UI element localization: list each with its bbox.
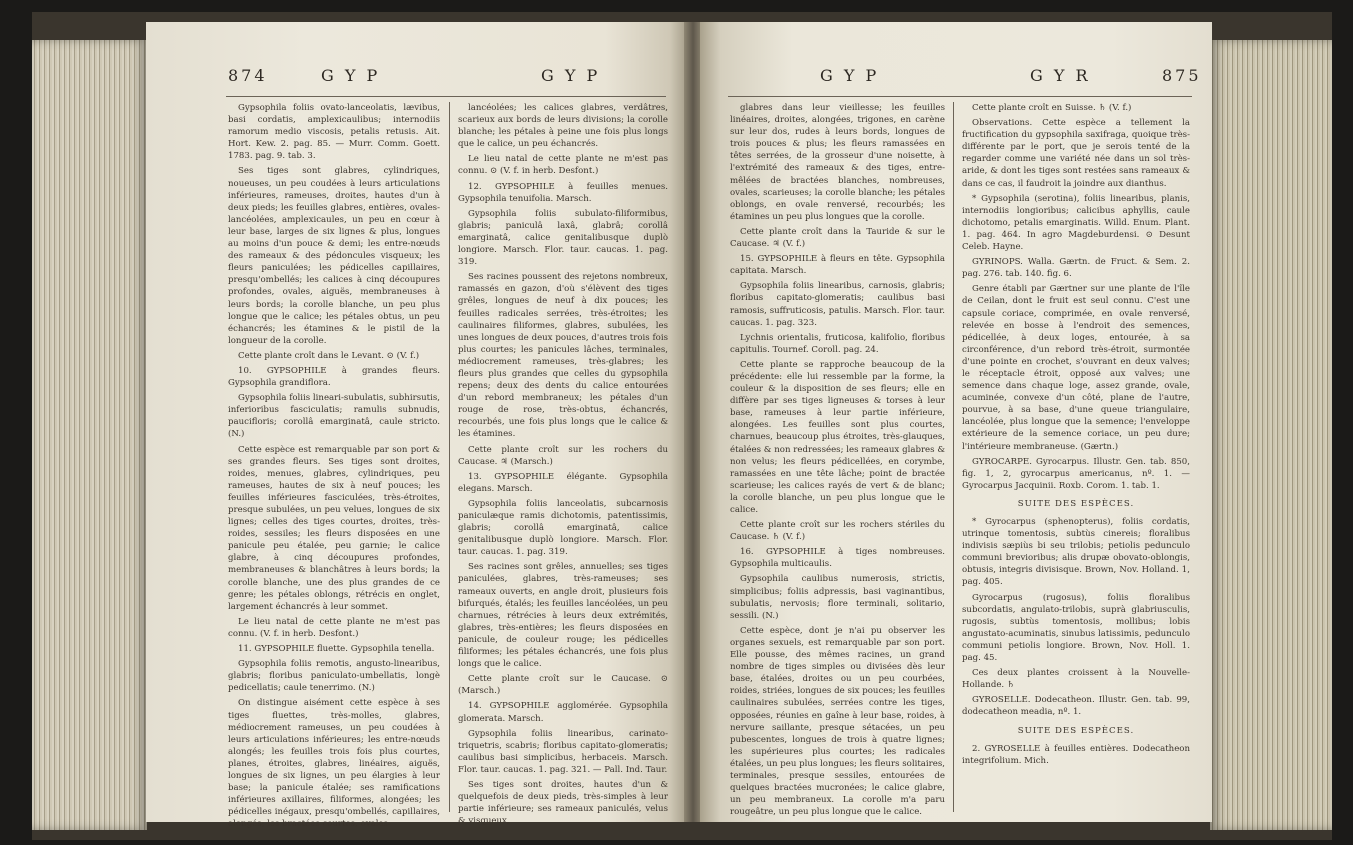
text-paragraph: GYRINOPS. Walla. Gærtn. de Fruct. & Sem. 2. pag. 276. tab. 140. fig. 6. <box>962 257 1190 280</box>
running-head-right: G Y P <box>541 66 601 85</box>
running-head-right: G Y R <box>1030 66 1091 85</box>
text-paragraph: Ses tiges sont droites, hautes d'un & quelquefois de deux pieds, très-simples à leur partie inférieure; ses rameaux paniculés, velus & visqueux, <box>458 779 668 827</box>
text-paragraph: 11. GYPSOPHILE fluette. Gypsophila tenella. <box>238 644 435 655</box>
text-paragraph: Cette plante croît dans le Levant. ⊙ (V. f.) <box>238 350 420 361</box>
text-paragraph: Lychnis orientalis, fruticosa, kalifolio, floribus capitulis. Tournef. Coroll. pag. 24. <box>730 332 945 355</box>
right-page-stack <box>1210 40 1332 830</box>
text-paragraph: Gypsophila foliis lineari-subulatis, subhirsutis, inferioribus fasciculatis; ramulis subnudis, paucifloris; corollâ emarginatâ, caule stricto. (N.) <box>228 393 440 440</box>
page-number-right: 875 <box>1162 66 1202 85</box>
text-paragraph: Le lieu natal de cette plante ne m'est pas connu. (V. f. in herb. Desfont.) <box>228 616 440 639</box>
text-paragraph: Genre établi par Gærtner sur une plante de l'île de Ceilan, dont le fruit est seul connu. C'est une capsule coriace, comprimée, en ovale renversé, relevée en bosse à l'endroit des semences, pédicellée, à deux loges, entourée, à sa circonférence, d'un rebord très-étroit, surmontée d'une pointe en crochet, s'ouvrant en deux valves; le réceptacle étroit, opposé aux valves; une semence dans chaque loge, assez grande, ovale, acuminée, convexe d'un côté, plane de l'autre, pourvue, à sa base, d'une queue triangulaire, lancéolée, plus longue que la semence; l'enveloppe extérieure de la semence coriace, un peu dure; l'intérieure membraneuse. (Gærtn.) <box>962 284 1190 452</box>
text-paragraph: Observations. Cette espèce a tellement la fructification du gypsophila saxifraga, quoique très-différente par le port, que je serois tenté de la regarder comme une variété née dans un sol très-aride, & dont les tiges sont restées sans rameaux & dans ce cas, il faudroit la joindre aux dianthus. <box>962 118 1190 189</box>
text-paragraph: * Gypsophila (serotina), foliis linearibus, planis, internodiis longioribus; calicibus aphyllis, caule dichotomo, petalis emarginatis. Willd. Enum. Plant. 1. pag. 464. In agro Magdeburdensi. ⊙ Desunt Celeb. Hayne. <box>962 193 1190 253</box>
left-page-column-2 <box>458 102 668 827</box>
left-page-column-1 <box>228 102 440 830</box>
text-paragraph: Cette plante croît sur les rochers du Caucase. ♃ (Marsch.) <box>458 444 668 467</box>
text-paragraph: Ces deux plantes croissent à la Nouvelle-Hollande. ♄ <box>962 668 1190 691</box>
text-paragraph: Cette plante se rapproche beaucoup de la précédente: elle lui ressemble par la forme, la couleur & la disposition de ses fleurs; elle en diffère par ses tiges ligneuses & torses à leur base, rameuses à leur partie inférieure, alongées. Les feuilles sont plus courtes, charnues, beaucoup plus étroites, très-glauques, étalées & non redressées; les rameaux glabres & non velus; les fleurs pédicellées, en corymbe, ramassées en une tête lâche; point de bractée scarieuse; les calices rayés de vert & de blanc; la corolle blanche, un peu plus longue que le calice. <box>730 359 945 515</box>
text-paragraph: 12. GYPSOPHILE à feuilles menues. Gypsophila tenuifolia. Marsch. <box>458 181 668 204</box>
text-paragraph: Cette plante croît en Suisse. ♄ (V. f.) <box>972 103 1132 113</box>
text-paragraph: Cette espèce, dont je n'ai pu observer les organes sexuels, est remarquable par son port. Elle pousse, des mêmes racines, un grand nombre de tiges simples ou divisées dès leur base, étalées, droites ou un peu courbées, roides, striées, longues de six pouces; les feuilles caulinaires subulées, serrées contre les tiges, opposées, réunies en gaîne à leur base, roides, à nervure saillante, presque sétacées, un peu pubescentes, longues de trois à quatre lignes; les supérieures plus courtes; les radicales étalées, un peu plus longues; les fleurs solitaires, terminales, presque sessiles, entourées de quelques bractées mucronées; le calice glabre, un peu membraneux. La corolle m'a paru rougeâtre, un peu plus longue que le calice. <box>730 625 945 818</box>
text-paragraph: Gypsophila foliis linearibus, carnosis, glabris; floribus capitato-glomeratis; caulibus basi ramosis, suffruticosis, patulis. Marsch. Flor. taur. caucas. 1. pag. 323. <box>730 281 945 328</box>
text-paragraph: * Gyrocarpus (sphenopterus), foliis cordatis, utrinque tomentosis, subtùs cinereis; floralibus indivisis sæpiùs bi seu trilobis; petiolis pedunculo communi brevioribus; alis drupæ obovato-oblongis, obtusis, integris divisisque. Brown, Nov. Holland. 1, pag. 405. <box>962 517 1190 588</box>
right-page-column-2 <box>962 102 1190 822</box>
text-paragraph: Cette plante croît sur le Caucase. ⊙ (Marsch.) <box>458 674 668 697</box>
text-paragraph: GYROCARPE. Gyrocarpus. Illustr. Gen. tab. 850, fig. 1, 2, gyrocarpus americanus, nº. 1. — Gyrocarpus Jacquinii. Roxb. Corom. 1. tab. 1. <box>962 456 1190 491</box>
header-rule <box>226 96 666 97</box>
text-paragraph: Le lieu natal de cette plante ne m'est pas connu. ⊙ (V. f. in herb. Desfont.) <box>458 154 668 177</box>
text-paragraph: 10. GYPSOPHILE à grandes fleurs. Gypsophila grandiflora. <box>228 365 440 389</box>
text-paragraph: SUITE DES ESPÈCES. <box>1017 725 1135 736</box>
text-paragraph: Ses tiges sont glabres, cylindriques, noueuses, un peu coudées à leurs articulations inférieures, rameuses, droites, hautes d'un à deux pieds; les feuilles glabres, entières, ovales-lancéolées, amplexicaules, un peu en cœur à leur base, larges de six lignes & plus, longues au moins d'un pouce & demi; les entre-nœuds des rameaux & des pédoncules visqueux; les fleurs paniculées; les pédicelles capillaires, presqu'ombellés; les calices à cinq découpures profondes, ovales, aiguës, membraneuses à leurs bords; la corolle blanche, un peu plus longue que le calice; les pétales obtus, un peu échancrés; les étamines & le pistil de la longueur de la corolle. <box>228 166 440 346</box>
text-paragraph: 13. GYPSOPHILE élégante. Gypsophila elegans. Marsch. <box>458 471 668 494</box>
text-paragraph: Gyrocarpus (rugosus), foliis floralibus subcordatis, angulato-trilobis, suprà glabriusculis, rugosis, subtùs tomentosis, mollibus; lobis angustato-acuminatis, sinubus latissimis, pedunculo communi petiolis longiore. Brown, Nov. Holl. 1. pag. 45. <box>962 592 1190 664</box>
text-paragraph: 15. GYPSOPHILE à fleurs en tête. Gypsophila capitata. Marsch. <box>730 254 945 277</box>
page-number-left: 874 <box>228 66 268 85</box>
text-paragraph: GYROSELLE. Dodecatheon. Illustr. Gen. tab. 99, dodecatheon meadia, nº. 1. <box>962 695 1190 718</box>
left-page-stack <box>32 40 147 830</box>
text-paragraph: Gypsophila foliis lanceolatis, subcarnosis paniculæque ramis dichotomis, patentissimis, glabris; corollâ emarginatâ, calice genitalibusque duplò longiore. Marsch. Flor. taur. caucas. 1. pag. 319. <box>458 498 668 558</box>
text-paragraph: 2. GYROSELLE à feuilles entières. Dodecatheon integrifolium. Mich. <box>962 743 1190 766</box>
text-paragraph: Gypsophila foliis linearibus, carinato-triquetris, scabris; floribus capitato-glomeratis; caulibus basi simplicibus, herbaceis. Marsch. Flor. taur. caucas. 1. pag. 321. — Pall. Ind. Taur. <box>458 728 668 775</box>
right-page-column-1 <box>730 102 945 822</box>
text-paragraph: Gypsophila foliis remotis, angusto-linearibus, glabris; floribus paniculato-umbellatis, longè pedicellatis; caule tenerrimo. (N.) <box>228 659 440 694</box>
text-paragraph: On distingue aisément cette espèce à ses tiges fluettes, très-molles, glabres, médiocrement rameuses, un peu coudées à leurs articulations inférieures; les entre-nœuds alongés; les feuilles trois fois plus courtes, planes, étroites, glabres, linéaires, aiguës, longues de six lignes, un peu élargies à leur base; la panicule étalée; ses ramifications inférieures axillaires, filiformes, alongées; les pédicelles inégaux, presqu'ombellés, capillaires, alongés; les bractées courtes, ovales- <box>228 698 440 830</box>
text-paragraph: Gypsophila caulibus numerosis, strictis, simplicibus; foliis adpressis, basi vaginantibus, subulatis, nervosis; flore terminali, solitario, sessili. (N.) <box>730 574 945 621</box>
text-paragraph: Cette plante croît sur les rochers stériles du Caucase. ♄ (V. f.) <box>730 520 945 543</box>
running-head-left: G Y P <box>321 66 381 85</box>
right-page <box>700 22 1212 822</box>
text-paragraph: Gypsophila foliis ovato-lanceolatis, lævibus, basi cordatis, amplexicaulibus; internodiis ramorum medio viscosis, petalis retusis. Ait. Hort. Kew. 2. pag. 85. — Murr. Comm. Goett. 1783. pag. 9. tab. 3. <box>228 103 440 162</box>
column-rule <box>449 102 450 812</box>
text-paragraph: SUITE DES ESPÈCES. <box>1017 498 1135 509</box>
text-paragraph: Gypsophila foliis subulato-filiformibus, glabris; paniculâ laxâ, glabrâ; corollâ emarginatâ, calice genitalibusque duplò longiore. Marsch. Flor. taur. caucas. 1. pag. 319. <box>458 208 668 268</box>
text-paragraph: Cette plante croît dans la Tauride & sur le Caucase. ♃ (V. f.) <box>730 226 945 250</box>
text-paragraph: Ses racines poussent des rejetons nombreux, ramassés en gazon, d'où s'élèvent des tiges grêles, longues de neuf à dix pouces; les feuilles radicales serrées, très-étroites; les caulinaires filiformes, glabres, subulées, les unes longues de deux pouces, d'autres trois fois plus courtes; les panicules lâches, terminales, médiocrement rameuses, très-glabres; les fleurs plus grandes que celles du gypsophila repens; deux des dents du calice entourées d'un rebord membraneux; les pétales d'un rouge de rose, très-obtus, échancrés, recourbés, une fois plus longs que le calice & les étamines. <box>458 272 668 440</box>
running-head-left: G Y P <box>820 66 880 85</box>
column-rule <box>953 102 954 812</box>
text-paragraph: lancéolées; les calices glabres, verdâtres, scarieux aux bords de leurs divisions; la corolle blanche; les pétales à peine une fois plus longs que le calice, un peu échancrés. <box>458 103 668 150</box>
text-paragraph: 14. GYPSOPHILE agglomérée. Gypsophila glomerata. Marsch. <box>458 701 668 724</box>
text-paragraph: Ses racines sont grêles, annuelles; ses tiges paniculées, glabres, très-rameuses; ses rameaux ouverts, en angle droit, plusieurs fois bifurqués, étalés; les feuilles lancéolées, un peu charnues, rétrécies à leurs deux extrémités, glabres, très-entières; les fleurs disposées en panicule, de couleur rouge; les pédicelles filiformes; les pétales échancrés, une fois plus longs que le calice. <box>458 562 668 670</box>
header-rule <box>728 96 1192 97</box>
left-page <box>146 22 686 830</box>
text-paragraph: Cette espèce est remarquable par son port & ses grandes fleurs. Ses tiges sont droites, roides, menues, glabres, cylindriques, peu rameuses, hautes de six à neuf pouces; les feuilles inférieures fasciculées, très-étroites, presque subulées, un peu velues, longues de six lignes; celles des tiges courtes, droites, très-roides, sessiles; les fleurs disposées en une panicule peu étalée, peu garnie; le calice glabre, à cinq découpures profondes, membraneuses & blanchâtres à leurs bords; la corolle blanche, une des plus grandes de ce genre; les pétales oblongs, rétrécis en onglet, largement échancrés à leur sommet. <box>228 444 440 612</box>
text-paragraph: glabres dans leur vieillesse; les feuilles linéaires, droites, alongées, trigones, en carène sur leur dos, rudes à leurs bords, longues de trois pouces & plus; les fleurs ramassées en têtes serrées, de la grosseur d'une noisette, à l'extrémité des rameaux & des tiges, entre-mêlées de bractées blanches, nombreuses, ovales, scarieuses; la corolle blanche; les pétales oblongs, en ovale renversé, recourbés; les étamines un peu plus longues que la corolle. <box>730 103 945 222</box>
text-paragraph: 16. GYPSOPHILE à tiges nombreuses. Gypsophila multicaulis. <box>730 547 945 570</box>
